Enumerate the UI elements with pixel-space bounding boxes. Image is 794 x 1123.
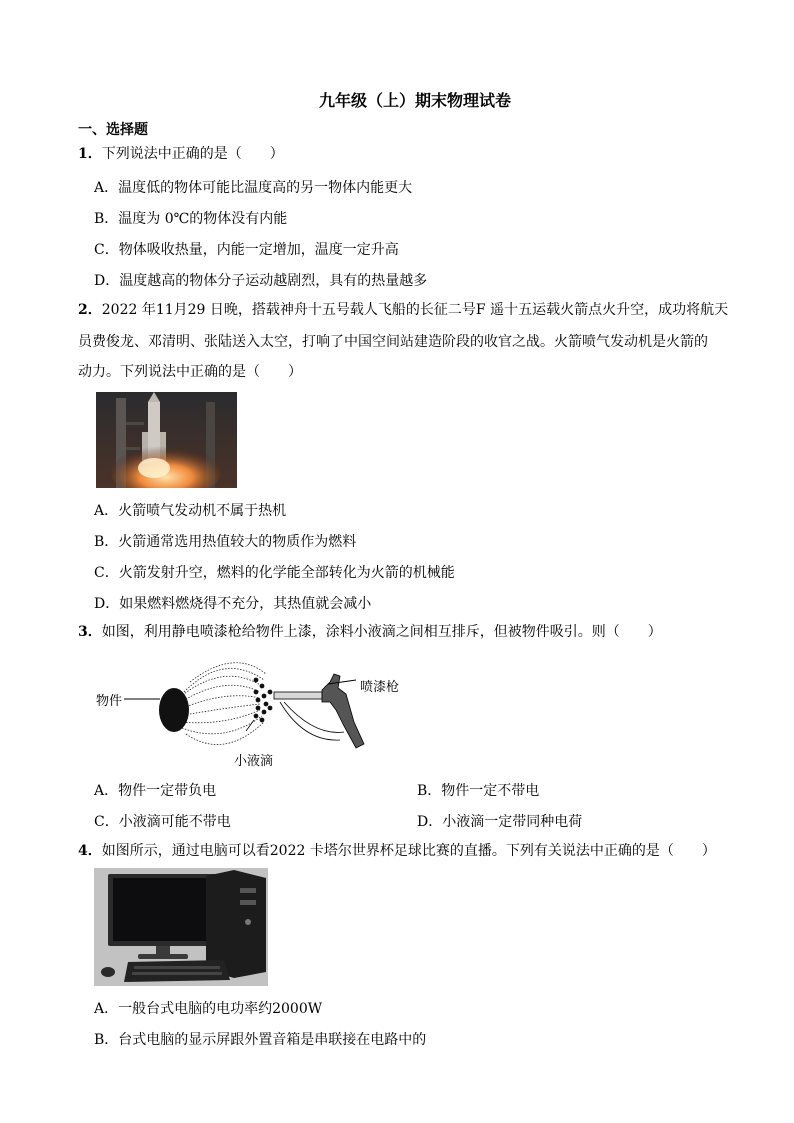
question-1 [78,144,284,164]
page-title: 九年级（上）期末物理试卷 [318,91,511,110]
desktop-computer-image [94,868,268,986]
question-stem-line-3: 动力。下列说法中正确的是（ ） [78,364,302,380]
question-stem-line-1: 2022 年11月29 日晚，搭载神舟十五号载人飞船的长征二号F 遥十五运载火箭点火升空，成功将航天 [101,302,729,318]
q1-option-a: A．温度低的物体可能比温度高的另一物体内能更大 [94,180,413,196]
q1-option-c: C．物体吸收热量，内能一定增加，温度一定升高 [94,242,399,258]
rocket-launch-image [96,392,237,488]
q4-option-b: B．台式电脑的显示屏跟外置音箱是串联接在电路中的 [94,1032,427,1048]
q2-option-c: C．火箭发射升空，燃料的化学能全部转化为火箭的机械能 [94,565,455,581]
question-2 [78,300,728,320]
label-droplet: 小液滴 [234,754,274,769]
q3-option-d: D．小液滴一定带同种电荷 [417,814,583,830]
q4-option-a: A．一般台式电脑的电功率约2000W [94,1001,323,1017]
q3-option-c: C．小液滴可能不带电 [94,814,231,830]
question-number: 1． [78,146,102,162]
question-4 [78,841,716,861]
q2-option-d: D．如果燃料燃烧得不充分，其热值就会减小 [94,596,372,612]
spray-gun-diagram [94,652,414,770]
question-stem: 下列说法中正确的是（ ） [101,146,284,162]
q3-option-a: A．物件一定带负电 [94,783,217,799]
q1-option-b: B．温度为 0℃的物体没有内能 [94,211,288,227]
question-number: 2． [78,302,102,318]
q1-option-d: D．温度越高的物体分子运动越剧烈，具有的热量越多 [94,273,428,289]
section-heading: 一、选择题 [78,122,148,138]
question-stem: 如图所示，通过电脑可以看2022 卡塔尔世界杯足球比赛的直播。下列有关说法中正确的是（ ） [101,843,716,859]
label-spray-gun: 喷漆枪 [360,680,400,695]
question-stem-line-2: 员费俊龙、邓清明、张陆送入太空，打响了中国空间站建造阶段的收官之战。火箭喷气发动机是火箭的 [78,334,708,350]
q2-option-a: A．火箭喷气发动机不属于热机 [94,503,287,519]
question-number: 4． [78,843,102,859]
q3-option-b: B．物件一定不带电 [417,783,540,799]
label-object: 物件 [96,694,123,709]
question-3 [78,622,662,642]
q2-option-b: B．火箭通常选用热值较大的物质作为燃料 [94,534,357,550]
question-number: 3． [78,624,102,640]
question-stem: 如图，利用静电喷漆枪给物件上漆，涂料小液滴之间相互排斥，但被物件吸引。则（ ） [101,624,662,640]
